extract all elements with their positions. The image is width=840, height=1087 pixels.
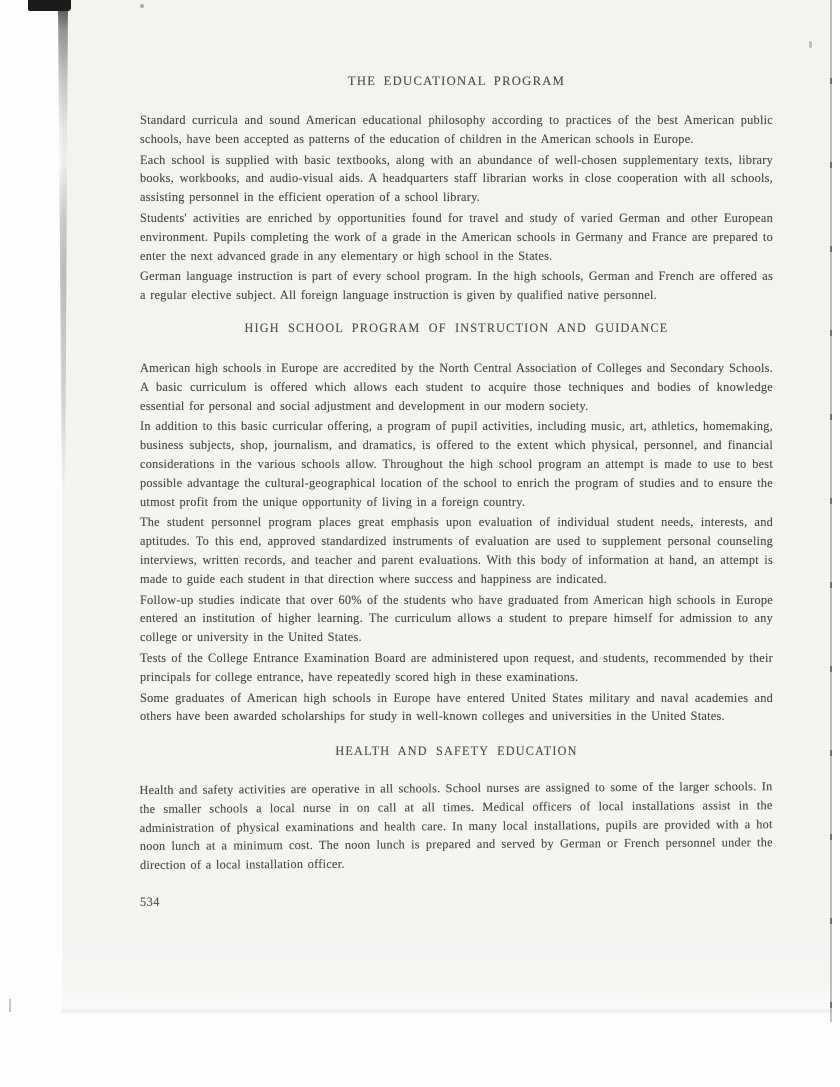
paragraph-student-personnel: The student personnel program places great emphasis upon evaluation of individual student needs, interests, and aptitudes. To this end, approved standardized instruments of evaluation are used to supplement personal counseling interviews, written records, and teacher and parent evaluations. With this body of information at hand, an attempt is made to guide each student in that direction where success and happiness are indicated.	[140, 515, 773, 586]
paragraph-health-safety: Health and safety activities are operative in all schools. School nurses are assigned to some of the larger schools. In the smaller schools a local nurse in on call at all times. Medical officers of local installations assist in the administration of physical examinations and health care. In many local installations, pupils are provided with a hot noon lunch at a minimum cost. The noon lunch is prepared and served by German or French personnel under the direction of a local installation officer.	[139, 779, 773, 873]
paragraph-college-entrance-tests: Tests of the College Entrance Examination Board are administered upon request, and students, recommended by their principals for college entrance, have repeatedly scored high in these examinations.	[140, 650, 773, 684]
scan-artifact-page-edge-line	[830, 0, 832, 1022]
page-content	[62, 0, 832, 1016]
scan-artifact-ink-blob	[28, 0, 71, 11]
paragraph-pupil-activities: In addition to this basic curricular offering, a program of pupil activities, including music, art, athletics, homemaking, business subjects, shop, journalism, and dramatics, is offered to the extent which physical, personnel, and financial considerations in the various schools allow. Throughout the high school program an attempt is made to use to best possible advantage the cultural-geographical location of the school to enrich the program of studies and to ensure the utmost profit from the unique opportunity of living in a foreign country.	[140, 419, 773, 509]
section-heading-high-school-program: HIGH SCHOOL PROGRAM OF INSTRUCTION AND GUIDANCE	[244, 320, 669, 335]
paragraph-follow-up-studies: Follow-up studies indicate that over 60% of the students who have graduated from American high schools in Europe entered an institution of higher learning. The curriculum allows a student to prepare himself for admission to any college or university in the United States.	[140, 592, 773, 645]
paragraph-accreditation: American high schools in Europe are accredited by the North Central Association of Colleges and Secondary Schools. A basic curriculum is offered which allows each student to acquire those techniques and bodies of knowledge essential for personal and social adjustment and development in our modern society.	[140, 360, 773, 413]
paragraph-textbooks-library: Each school is supplied with basic textbooks, along with an abundance of well-chosen supplementary texts, library books, workbooks, and audio-visual aids. A headquarters staff librarian works in close cooperation with all schools, assisting personnel in the efficient operation of a school library.	[140, 152, 773, 205]
paragraph-graduates-academies: Some graduates of American high schools in Europe have entered United States military and naval academies and others have been awarded scholarships for study in well-known colleges and universities in the United States.	[140, 690, 773, 724]
page-number: 534	[140, 895, 160, 910]
scan-artifact-speck-top	[140, 4, 144, 8]
book-page	[62, 0, 832, 1016]
section-heading-health-safety: HEALTH AND SAFETY EDUCATION	[335, 744, 578, 759]
scan-artifact-bottom-shadow	[62, 1008, 832, 1014]
paragraph-standard-curricula: Standard curricula and sound American educational philosophy according to practices of the best American public schools, have been accepted as patterns of the education of children in the American schools in Europe.	[140, 113, 773, 146]
page-title: THE EDUCATIONAL PROGRAM	[347, 74, 566, 88]
paragraph-german-language: German language instruction is part of every school program. In the high schools, German and French are offered as a regular elective subject. All foreign language instruction is given by qualified native personnel.	[140, 269, 773, 303]
scan-artifact-bottom-tick	[9, 999, 11, 1012]
paragraph-student-activities: Students' activities are enriched by opportunities found for travel and study of varied German and other European environment. Pupils completing the work of a grade in the American schools in Germany and France are prepared to enter the next advanced grade in any elementary or high school in the States.	[140, 210, 773, 263]
scan-artifact-speck-right	[809, 41, 812, 48]
